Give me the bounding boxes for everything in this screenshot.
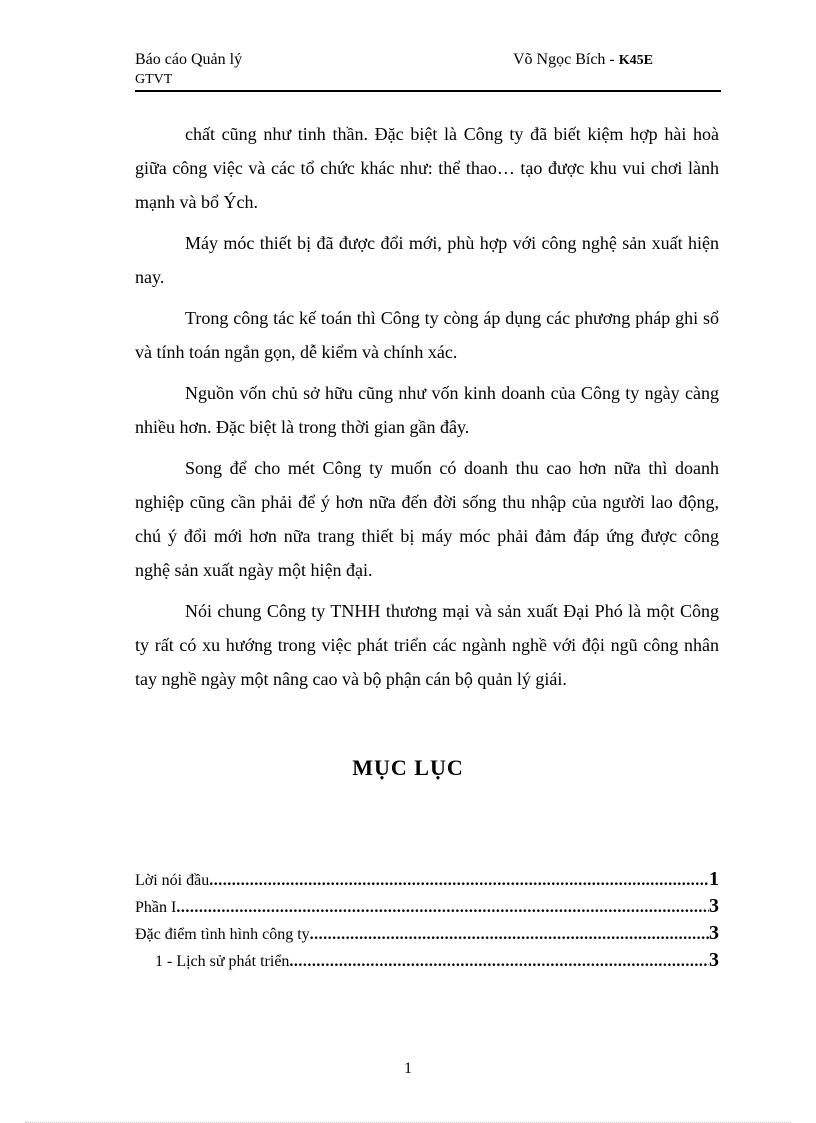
header-author	[513, 50, 653, 71]
toc-entry-page: 1	[709, 868, 719, 890]
paragraph-2: Máy móc thiết bị đã được đổi mới, phù hợp với công nghệ sản xuất hiện nay.	[135, 233, 719, 287]
header-report-title: Báo cáo Quản lý	[135, 51, 243, 68]
toc-entry[interactable]	[135, 922, 719, 949]
body-text	[135, 117, 719, 703]
page-number: 1	[404, 1060, 412, 1077]
header-class-code: K45E	[618, 53, 653, 68]
toc-title: MỤC LỤC	[352, 755, 464, 780]
toc-entry-label: 1 - Lịch sử phát triển	[155, 953, 290, 970]
toc-entry-page: 3	[709, 895, 719, 917]
toc-entry-label: Lời nói đầu	[135, 872, 210, 889]
table-of-contents	[135, 868, 719, 976]
toc-leader-dots	[289, 953, 709, 971]
paragraph-4: Nguồn vốn chủ sở hữu cũng như vốn kinh doanh của Công ty ngày càng nhiều hơn. Đặc biệt là trong thời gian gần đây.	[135, 383, 719, 437]
toc-entry-page: 3	[709, 922, 719, 944]
toc-entry[interactable]	[135, 868, 719, 895]
paragraph-6: Nói chung Công ty TNHH thương mại và sản xuất Đại Phó là một Công ty rất có xu hướng trong việc phát triển các ngành nghề với đội ngũ công nhân tay nghề ngày một nâng cao và bộ phận cán bộ quản lý giái.	[135, 601, 719, 689]
toc-leader-dots	[176, 899, 709, 917]
toc-leader-dots	[209, 872, 709, 890]
toc-leader-dots	[310, 926, 709, 944]
paragraph-3: Trong công tác kế toán thì Công ty còng áp dụng các phương pháp ghi sổ và tính toán ngắn gọn, dễ kiểm và chính xác.	[135, 308, 719, 362]
toc-entry[interactable]	[135, 895, 719, 922]
toc-entry-label: Đặc điểm tình hình công ty	[135, 926, 310, 943]
paragraph-1: chất cũng như tinh thần. Đặc biệt là Công ty đã biết kiệm hợp hài hoà giữa công việc và các tổ chức khác như: thể thao… tạo được khu vui chơi lành mạnh và bổ Ých.	[135, 124, 719, 212]
page-header	[135, 50, 721, 92]
toc-entry-page: 3	[709, 949, 719, 971]
header-author-name: Võ Ngọc Bích -	[513, 51, 619, 68]
toc-entry[interactable]	[135, 949, 719, 976]
toc-entry-label: Phần I	[135, 899, 177, 916]
header-report-subtitle: GTVT	[135, 72, 173, 87]
header-left	[135, 50, 242, 90]
paragraph-5: Song để cho mét Công ty muốn có doanh thu cao hơn nữa thì doanh nghiệp cũng cần phải để ý hơn nữa đến đời sống thu nhập của người lao động, chú ý đổi mới hơn nữa trang thiết bị máy móc phải đảm đáp ứng được công nghệ sản xuất ngày một hiện đại.	[135, 458, 719, 580]
